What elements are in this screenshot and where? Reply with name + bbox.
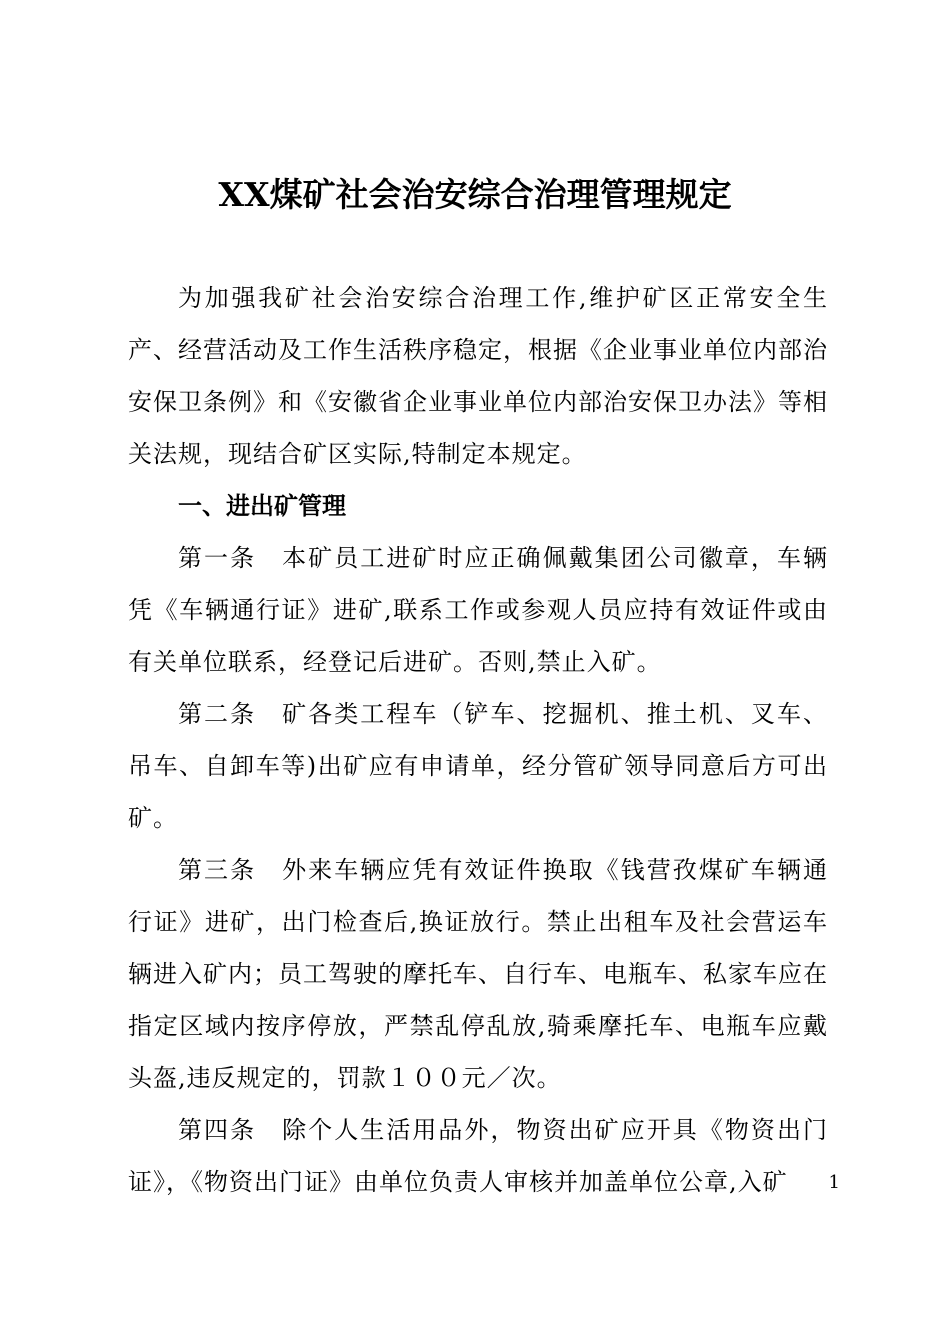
page-number: 1 [828, 1172, 840, 1193]
section-heading-entry-exit: 一、进出矿管理 [178, 492, 346, 520]
article-1-text: 本矿员工进矿时应正确佩戴集团公司徽章，车辆凭《车辆通行证》进矿,联系工作或参观人员应持有效证件或由有关单位联系，经登记后进矿。否则,禁止入矿。 [128, 544, 829, 676]
article-3-text: 外来车辆应凭有效证件换取《钱营孜煤矿车辆通行证》进矿，出门检查后,换证放行。禁止出租车及社会营运车辆进入矿内；员工驾驶的摩托车、自行车、电瓶车、私家车应在指定区域内按序停放，严禁乱停乱放,骑乘摩托车、电瓶车应戴头盔,违反规定的，罚款１００元／次。 [128, 856, 829, 1092]
article-3 [128, 844, 828, 1104]
intro-paragraph: 为加强我矿社会治安综合治理工作,维护矿区正常安全生产、经营活动及工作生活秩序稳定，根据《企业事业单位内部治安保卫条例》和《安徽省企业事业单位内部治安保卫办法》等相关法规，现结合矿区实际,特制定本规定。 [128, 284, 828, 468]
document-title: XX煤矿社会治安综合治理管理规定 [218, 175, 732, 214]
article-2-text: 矿各类工程车（铲车、挖掘机、推土机、叉车、吊车、自卸车等)出矿应有申请单，经分管矿领导同意后方可出矿。 [128, 700, 829, 832]
article-4-number: 第四条 [178, 1116, 257, 1144]
article-2 [128, 688, 828, 844]
article-1 [128, 532, 828, 688]
article-4-text: 除个人生活用品外，物资出矿应开具《物资出门证》，《物资出门证》由单位负责人审核并加盖单位公章,入矿 [128, 1116, 829, 1196]
article-2-number: 第二条 [178, 700, 257, 728]
document-body [128, 272, 828, 1208]
article-4 [128, 1104, 828, 1208]
article-3-number: 第三条 [178, 856, 257, 884]
article-1-number: 第一条 [178, 544, 257, 572]
